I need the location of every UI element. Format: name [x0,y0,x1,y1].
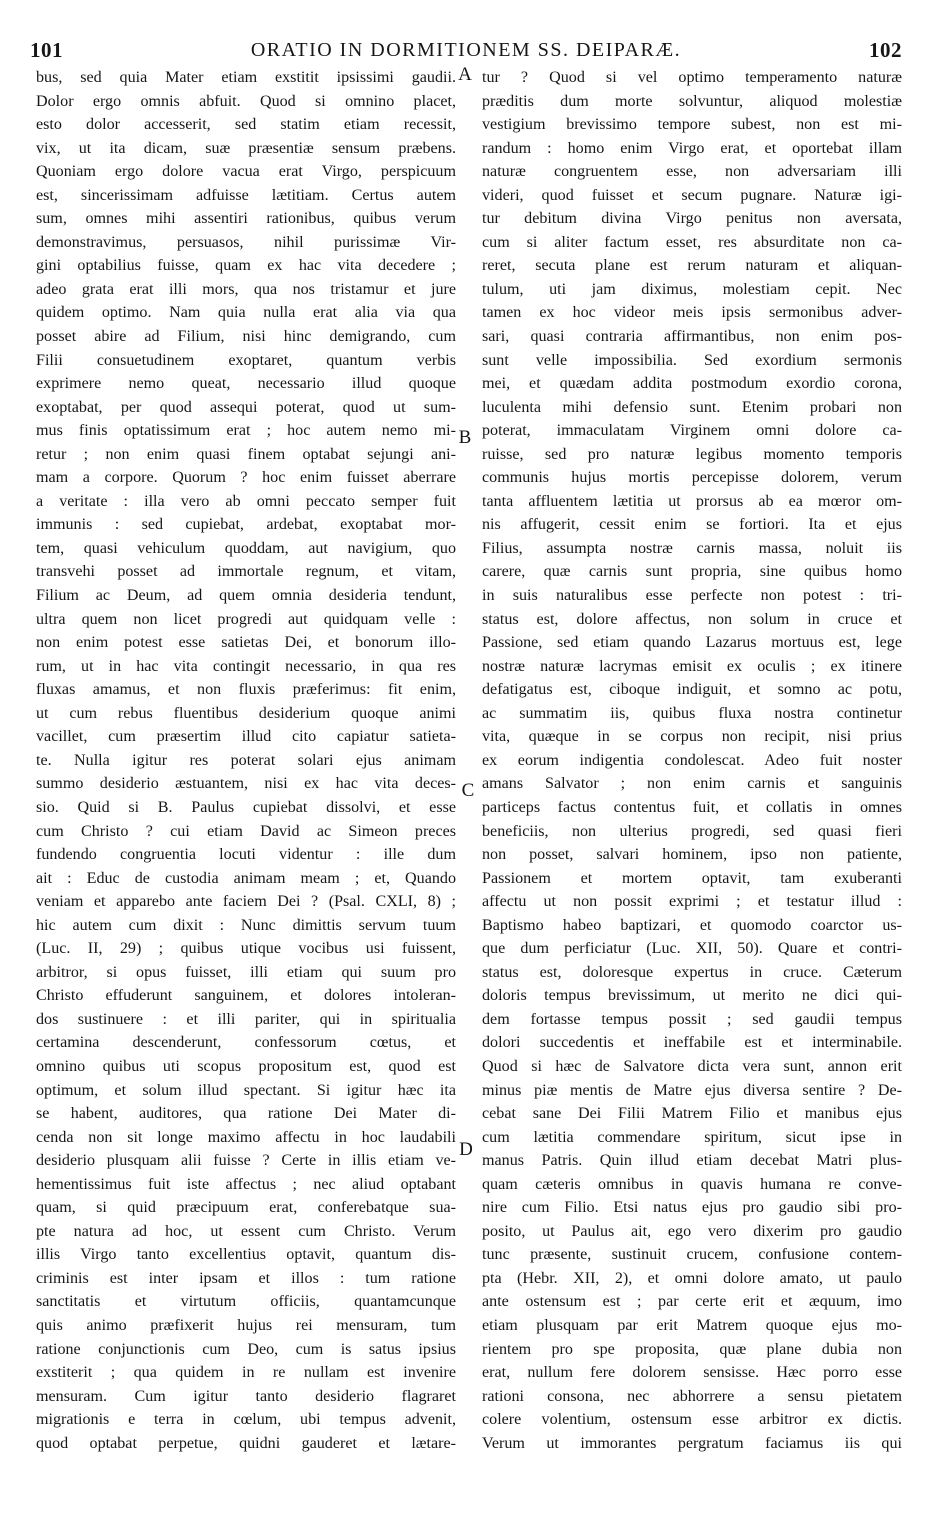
text-line: cenda non sit longe maximo affectu in hoc laudabili [36,1128,456,1146]
text-line: doloris tempus brevissimum, ut merito ne dici qui- [482,987,902,1005]
running-title: ORATIO IN DORMITIONEM SS. DEIPARÆ. [250,38,682,61]
text-line: pte natura ad hoc, ut essent cum Christo. Verum [36,1222,456,1240]
text-line: vita, quæque in se corpus non recipit, nisi prius [482,728,902,746]
text-line: nire cum Filio. Etsi natus ejus pro gaudio sibi pro- [482,1199,902,1217]
text-line: Filium ac Deum, ad quem omnia desideria tendunt, [36,587,456,605]
text-line: nis affugerit, cessit enim se fortiori. Ita et ejus [482,516,902,534]
text-line: desiderio plusquam alii fuisse ? Certe in illis etiam ve- [36,1152,456,1170]
text-line: exstiterit ; qua quidem in re nullam est invenire [36,1364,456,1382]
text-line: vacillet, cum præsertim illud cito capiatur satieta- [36,728,456,746]
text-line: ut cum rebus fluentibus desiderium quoque animi [36,704,456,722]
text-line: amans Salvator ; non enim carnis et sanguinis [482,775,902,793]
text-line: mus finis optatissimum erat ; hoc autem nemo mi- [36,422,456,440]
text-line: ultra quem non licet progredi aut quidquam velle : [36,610,456,628]
text-line: tanta affluentem lætitia ut prorsus ab ea mœror om- [482,492,902,510]
text-line: defatigatus est, ciboque indiguit, et somno ac potu, [482,681,902,699]
text-line: gini optabilius fuisse, quam ex hac vita decedere ; [36,257,456,275]
page-number-left: 101 [30,37,63,62]
text-line: ac summatim iis, quibus fluxa nostra continetur [482,704,902,722]
text-line: demonstravimus, persuasos, nihil purissimæ Vir- [36,233,456,251]
text-line: tur debitum divina Virgo penitus non aversata, [482,210,902,228]
text-line: Quoniam ergo dolore vacua erat Virgo, perspicuum [36,163,456,181]
text-line: non posset, salvari hominem, ipso non patiente, [482,846,902,864]
text-line: poterat, immaculatam Virginem omni dolore ca- [482,422,902,440]
text-line: tamen ex hoc videor meis ipsis sermonibus adver- [482,304,902,322]
text-line: Baptismo habeo baptizari, et quomodo coarctor us- [482,916,902,934]
text-line: illis Virgo tanto excellentius optavit, quantum dis- [36,1246,456,1264]
text-line: particeps factus contentus fuit, et collatis in omnes [482,798,902,816]
text-line: exoptabat, per quod assequi poterat, quod ut sum- [36,398,456,416]
text-line: hementissimus fuit iste affectus ; nec aliud optabant [36,1175,456,1193]
text-line: ante ostensum est ; par certe erit et æquum, imo [482,1293,902,1311]
text-line: se habent, auditores, qua ratione Dei Mater di- [36,1105,456,1123]
margin-letter-d: D [459,1139,473,1160]
text-line: ruisse, sed pro naturæ legibus momento temporis [482,445,902,463]
text-line: sanctitatis et virtutum officiis, quantamcunque [36,1293,456,1311]
text-line: vestigium brevissimo tempore subest, non est mi- [482,116,902,134]
text-line: omnino quibus uti scopus propositum est, quod est [36,1057,456,1075]
text-line: minus piæ mentis de Matre ejus diversa sentire ? De- [482,1081,902,1099]
text-line: sari, quasi contraria affirmantibus, non enim pos- [482,328,902,346]
text-line: a veritate : illa vero ab omni peccato semper fuit [36,492,456,510]
text-line: præditis dum morte solvuntur, aliquod molestiæ [482,92,902,110]
text-line: quidem optimo. Nam quia nulla erat alia via qua [36,304,456,322]
text-line: Verum ut immorantes pergratum faciamus iis qui [482,1434,902,1452]
text-line: randum : homo enim Virgo erat, et oportebat illam [482,139,902,157]
text-line: communis hujus mortis percepisse dolorem, verum [482,469,902,487]
right-text-column [482,66,902,1455]
text-line: retur ; non enim quasi finem optabat sejungi ani- [36,445,456,463]
text-line: adeo grata erat illi mors, qua nos tristamur et jure [36,280,456,298]
text-line: Passione, sed etiam quando Lazarus mortuus est, lege [482,634,902,652]
text-line: fundendo congruentia locuti videntur : ille dum [36,846,456,864]
text-line: hic autem cum dixit : Nunc dimittis servum tuum [36,916,456,934]
text-line: colere volentium, ostensum esse arbitror ex dictis. [482,1411,902,1429]
text-line: mam a corpore. Quorum ? hoc enim fuisset aberrare [36,469,456,487]
text-line: Dolor ergo omnis abfuit. Quod si omnino placet, [36,92,456,110]
text-line: dos sustinuere : et illi pariter, qui in spiritualia [36,1010,456,1028]
text-line: quam, si quid præcipuum erat, conferebatque sua- [36,1199,456,1217]
text-line: cum lætitia commendare spiritum, sicut ipse in [482,1128,902,1146]
text-line: Passionem et mortem optavit, tam exuberanti [482,869,902,887]
text-line: que dum perficiatur (Luc. XII, 50). Quare et contri- [482,940,902,958]
text-line: cebat sane Dei Filii Matrem Filio et manibus ejus [482,1105,902,1123]
text-line: Filii consuetudinem exoptaret, quantum verbis [36,351,456,369]
text-line: certamina descenderunt, confessorum cœtus, et [36,1034,456,1052]
text-line: videri, quod fuisset et secum pugnare. Naturæ igi- [482,186,902,204]
text-line: manus Patris. Quin illud etiam decebat Matri plus- [482,1152,902,1170]
text-line: sum, omnes mihi assentiri rationibus, quibus verum [36,210,456,228]
running-header [30,34,902,66]
text-line: Quod si hæc de Salvatore dicta vera sunt, annon erit [482,1057,902,1075]
margin-letter-c: C [461,780,475,801]
text-line: rientem pro spe proposita, quæ plane dubia non [482,1340,902,1358]
text-line: ait : Educ de custodia animam meam ; et, Quando [36,869,456,887]
margin-letter-a: A [458,64,472,85]
text-line: beneficiis, non ulterius progredi, sed quasi fieri [482,822,902,840]
text-line: immunis : sed cupiebat, ardebat, exoptabat mor- [36,516,456,534]
text-line: etiam plusquam par erit Matrem quoque ejus mo- [482,1316,902,1334]
text-line: cum Christo ? cui etiam David ac Simeon preces [36,822,456,840]
text-line: erat, nullum fere dolorem sensisse. Hæc porro esse [482,1364,902,1382]
text-line: criminis est inter ipsam et illos : tum ratione [36,1269,456,1287]
text-line: sio. Quid si B. Paulus cupiebat dissolvi, et esse [36,798,456,816]
text-line: optimum, et solum illud spectant. Si igitur hæc ita [36,1081,456,1099]
text-line: tur ? Quod si vel optimo temperamento naturæ [482,69,902,86]
text-line: rum, ut in hac vita contingit necessario, in qua res [36,657,456,675]
text-line: luculenta mihi defensio sunt. Etenim probari non [482,398,902,416]
left-text-column [36,66,456,1455]
text-line: posset abire ad Filium, nisi hinc demigrando, cum [36,328,456,346]
text-line: quis animo præfixerit hujus rei mensuram, tum [36,1316,456,1334]
text-line: posito, ut Paulus ait, ego vero dixerim pro gaudio [482,1222,902,1240]
text-line: in suis naturalibus esse perfecte non potest : tri- [482,587,902,605]
text-line: migrationis e terra in cœlum, ubi tempus advenit, [36,1411,456,1429]
text-line: affectu ut non possit exprimi ; et testatur illud : [482,893,902,911]
page-number-right: 102 [868,37,902,62]
text-line: Filius, assumpta nostræ carnis massa, noluit iis [482,539,902,557]
text-line: reret, secuta plane est rerum naturam et aliquan- [482,257,902,275]
text-line: status est, doloresque expertus in cruce. Cæterum [482,963,902,981]
text-line: exprimere nemo queat, necessario illud quoque [36,375,456,393]
text-line: (Luc. II, 29) ; quibus utique vocibus usi fuissent, [36,940,456,958]
text-line: fluxas amamus, et non fluxis præferimus: fit enim, [36,681,456,699]
text-line: ratione conjunctionis cum Deo, cum is satus ipsius [36,1340,456,1358]
text-line: naturæ congruentem esse, non adversariam illi [482,163,902,181]
text-line: tem, quasi vehiculum quoddam, aut navigium, quo [36,539,456,557]
text-line: tunc præsente, sustinuit crucem, confusione contem- [482,1246,902,1264]
text-line: status est, dolore affectus, non solum in cruce et [482,610,902,628]
text-line: mensuram. Cum igitur tanto desiderio flagraret [36,1387,456,1405]
text-line: cum si aliter factum esset, res absurditate non ca- [482,233,902,251]
text-line: tulum, uti jam diximus, molestiam cepit. Nec [482,280,902,298]
text-line: non enim potest esse satietas Dei, et bonorum illo- [36,634,456,652]
text-line: nostræ naturæ lacrymas emisit ex oculis ; ex itinere [482,657,902,675]
text-line: pta (Hebr. XII, 2), et omni dolore amato, ut paulo [482,1269,902,1287]
text-line: est, sincerissimam adfuisse lætitiam. Certus autem [36,186,456,204]
text-line: quod optabat perpetue, quidni gauderet et lætare- [36,1434,456,1452]
text-line: quam cæteris omnibus in quavis humana re conve- [482,1175,902,1193]
text-line: sunt velle impossibilia. Sed exordium sermonis [482,351,902,369]
text-line: rationi consona, nec abhorrere a sensu pietatem [482,1387,902,1405]
text-line: carere, quæ carnis sunt propria, sine quibus homo [482,563,902,581]
text-line: summo desiderio æstuantem, nisi ex hac vita deces- [36,775,456,793]
text-line: veniam et apparebo ante faciem Dei ? (Psal. CXLI, 8) ; [36,893,456,911]
text-line: esto dolor accesserit, sed statim etiam recessit, [36,116,456,134]
text-line: mei, et quædam addita postmodum exordio corona, [482,375,902,393]
margin-letter-b: B [458,427,472,448]
text-line: ex eorum indigentia condolescat. Adeo fuit noster [482,751,902,769]
text-line: dolori succedentis et ineffabile est et interminabile. [482,1034,902,1052]
text-line: dem fortasse tempus possit ; sed gaudii tempus [482,1010,902,1028]
text-line: arbitror, si opus fuisset, illi etiam qui suum pro [36,963,456,981]
text-line: bus, sed quia Mater etiam exstitit ipsissimi gaudii. [36,69,456,86]
text-line: vix, ut ita dicam, suæ præsentiæ sensum præbens. [36,139,456,157]
text-line: transvehi posset ad immortale regnum, et vitam, [36,563,456,581]
text-line: Christo effuderunt sanguinem, et dolores intoleran- [36,987,456,1005]
text-line: te. Nulla igitur res poterat solari ejus animam [36,751,456,769]
